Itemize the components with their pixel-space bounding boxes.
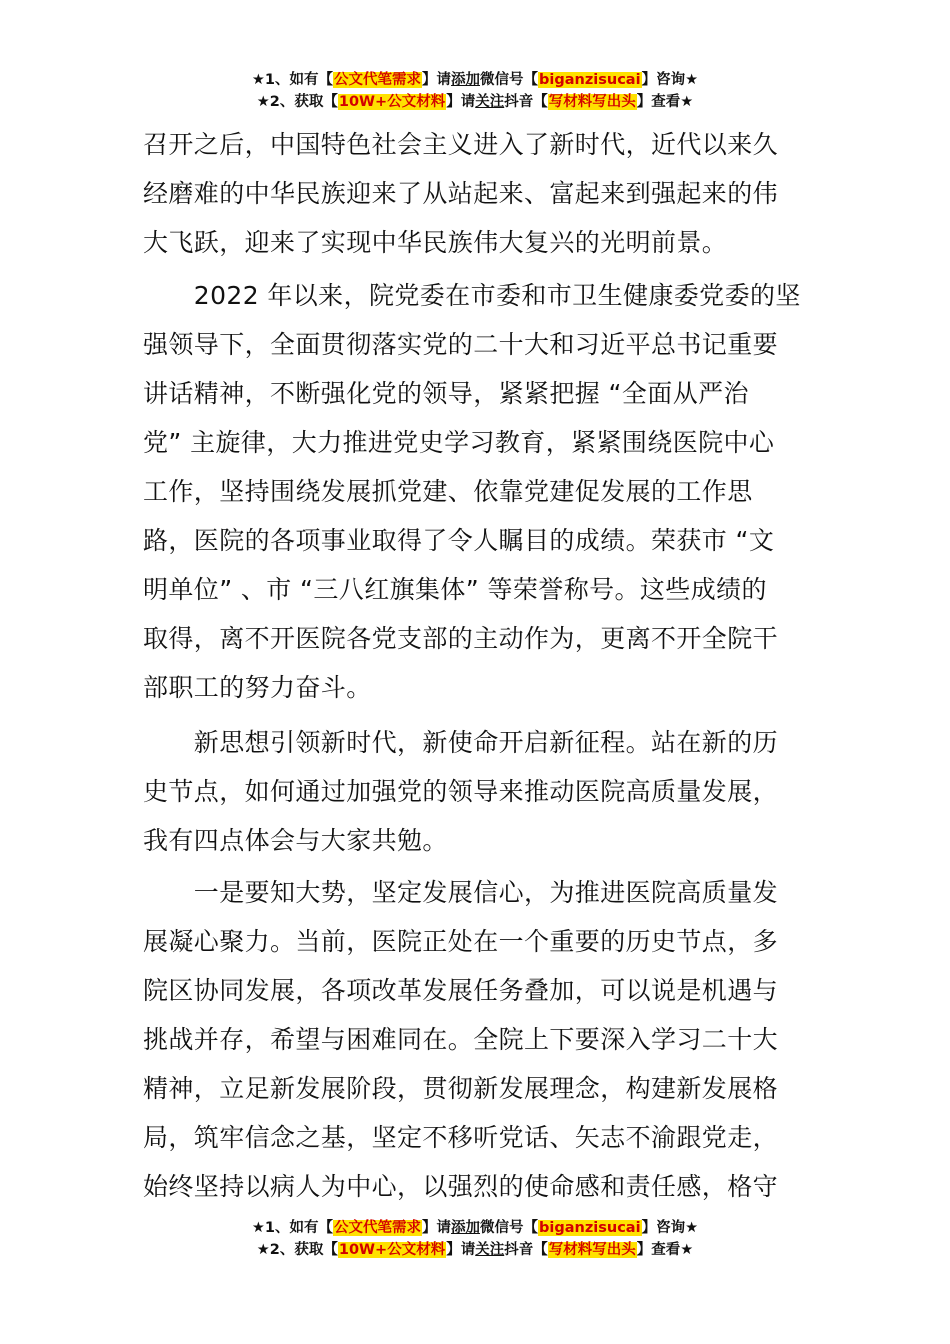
banner-line-2 bbox=[0, 91, 950, 113]
banner-text: 】请 bbox=[446, 94, 476, 110]
text-line: 新思想引领新时代，新使命开启新征程。站在新的历 bbox=[143, 728, 779, 757]
banner-text: 抖音【 bbox=[504, 1242, 548, 1258]
banner-highlight: 公文代笔需求 bbox=[334, 1220, 422, 1236]
banner-underlined-text: 添加 bbox=[451, 72, 481, 88]
banner-text: 】咨询★ bbox=[641, 72, 699, 88]
banner-line-1 bbox=[0, 1217, 950, 1239]
banner-line-1 bbox=[0, 69, 950, 91]
banner-text: ★2、获取【 bbox=[256, 1242, 338, 1258]
text-line: 路，医院的各项事业取得了令人瞩目的成绩。荣获市 “文 bbox=[143, 526, 775, 555]
text-line: 院区协同发展，各项改革发展任务叠加，可以说是机遇与 bbox=[143, 976, 779, 1005]
banner-underlined-text: 添加 bbox=[451, 1220, 481, 1236]
text-line: 明单位” 、市 “三八红旗集体” 等荣誉称号。这些成绩的 bbox=[143, 575, 767, 604]
text-line: 一是要知大势，坚定发展信心，为推进医院高质量发 bbox=[143, 878, 779, 907]
text-line: 取得，离不开医院各党支部的主动作为，更离不开全院干 bbox=[143, 624, 779, 653]
text-line: 我有四点体会与大家共勉。 bbox=[143, 826, 448, 855]
banner-highlight: biganzisucai bbox=[539, 1220, 641, 1236]
text-line: 召开之后，中国特色社会主义进入了新时代，近代以来久 bbox=[143, 130, 779, 159]
text-line: 部职工的努力奋斗。 bbox=[143, 673, 372, 702]
text-line: 大飞跃，迎来了实现中华民族伟大复兴的光明前景。 bbox=[143, 228, 728, 257]
banner-line-2 bbox=[0, 1239, 950, 1261]
banner-text: 】查看★ bbox=[636, 1242, 694, 1258]
banner-text: 】查看★ bbox=[636, 94, 694, 110]
text-line: 强领导下，全面贯彻落实党的二十大和习近平总书记重要 bbox=[143, 330, 779, 359]
banner-highlight: biganzisucai bbox=[539, 72, 641, 88]
banner-text: ★1、如有【 bbox=[251, 72, 334, 88]
banner-underlined-text: 关注 bbox=[475, 1242, 505, 1258]
text-line: 工作，坚持围绕发展抓党建、依靠党建促发展的工作思 bbox=[143, 477, 753, 506]
banner-text: 微信号【 bbox=[480, 1220, 539, 1236]
banner-underlined-text: 关注 bbox=[475, 94, 505, 110]
banner-text: 】咨询★ bbox=[641, 1220, 699, 1236]
banner-text: ★1、如有【 bbox=[251, 1220, 334, 1236]
text-line: 讲话精神，不断强化党的领导，紧紧把握 “全面从严治 bbox=[143, 379, 749, 408]
text-line: 展凝心聚力。当前，医院正处在一个重要的历史节点，多 bbox=[143, 927, 779, 956]
text-line: 始终坚持以病人为中心，以强烈的使命感和责任感，格守 bbox=[143, 1172, 779, 1201]
banner-highlight: 写材料写出头 bbox=[548, 94, 636, 110]
text-line: 挑战并存，希望与困难同在。全院上下要深入学习二十大 bbox=[143, 1025, 779, 1054]
text-line: 局，筑牢信念之基，坚定不移听党话、矢志不渝跟党走， bbox=[143, 1123, 779, 1152]
banner-text: 】请 bbox=[446, 1242, 476, 1258]
banner-text: 微信号【 bbox=[480, 72, 539, 88]
banner-highlight: 10W+公文材料 bbox=[338, 94, 446, 110]
banner-highlight: 公文代笔需求 bbox=[334, 72, 422, 88]
banner-text: 】请 bbox=[422, 72, 452, 88]
banner-highlight: 写材料写出头 bbox=[548, 1242, 636, 1258]
banner-text: 】请 bbox=[422, 1220, 452, 1236]
text-line: 精神，立足新发展阶段，贯彻新发展理念，构建新发展格 bbox=[143, 1074, 779, 1103]
footer-banner bbox=[0, 1217, 950, 1261]
banner-text: 抖音【 bbox=[504, 94, 548, 110]
text-line: 史节点，如何通过加强党的领导来推动医院高质量发展， bbox=[143, 777, 779, 806]
banner-text: ★2、获取【 bbox=[256, 94, 338, 110]
text-line: 经磨难的中华民族迎来了从站起来、富起来到强起来的伟 bbox=[143, 179, 779, 208]
header-banner bbox=[0, 69, 950, 113]
banner-highlight: 10W+公文材料 bbox=[338, 1242, 446, 1258]
text-line: 党” 主旋律，大力推进党史学习教育，紧紧围绕医院中心 bbox=[143, 428, 775, 457]
text-line: 2022 年以来，院党委在市委和市卫生健康委党委的坚 bbox=[143, 281, 801, 310]
